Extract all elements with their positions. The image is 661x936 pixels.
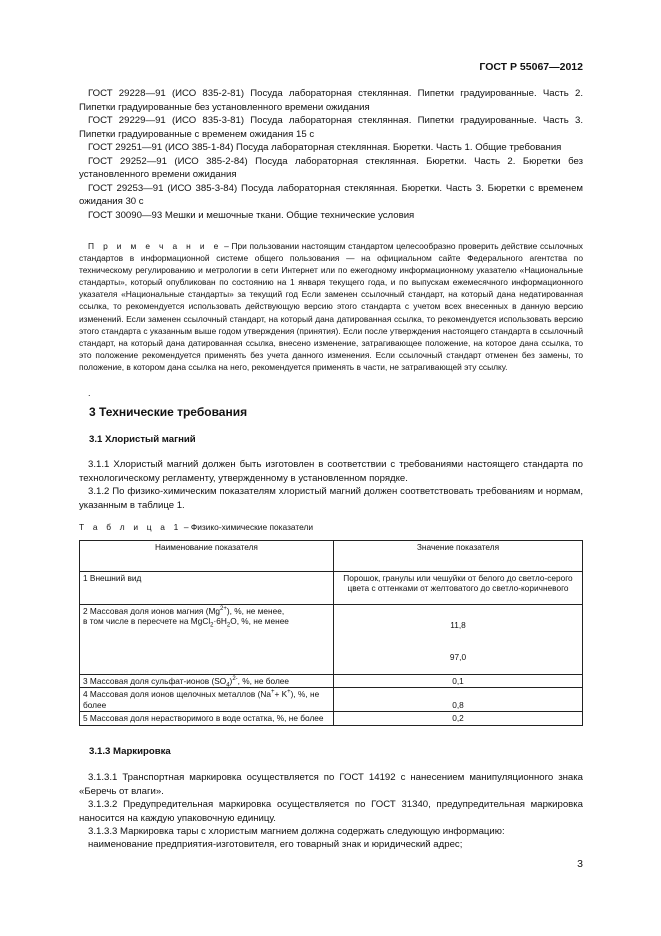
cell-value: 11,8: [450, 620, 466, 630]
paragraph-3-1-3-3-cont: [79, 838, 583, 852]
section-heading: 3 Технические требования: [89, 405, 248, 419]
table-cell: [334, 605, 583, 675]
indicators-table: [79, 540, 583, 726]
paragraph-3-1-1: [79, 458, 583, 485]
paragraph-3-1-3-1: [79, 771, 583, 798]
cell-superscript: +: [287, 689, 291, 696]
cell-text: 3 Массовая доля сульфат-ионов (SO: [83, 676, 227, 686]
table-cell: 0,8: [334, 688, 583, 712]
table-header-cell: Наименование показателя: [80, 541, 334, 572]
paragraph-text: 3.1.3.2 Предупредительная маркировка осуществляется по ГОСТ 31340, предупредительная маркировка наносится на каждую упаковочную единицу.: [79, 799, 583, 824]
reference-list: [79, 87, 583, 222]
reference-item: [79, 141, 583, 155]
cell-text: 2 Массовая доля ионов магния (Mg: [83, 606, 220, 616]
reference-text: ГОСТ 29228—91 (ИСО 835-2-81) Посуда лабораторная стеклянная. Пипетки градуированные. Часть 2. Пипетки градуированные без установленного времени ожидания: [79, 88, 583, 113]
cell-text: в том числе в пересчете на MgCl: [83, 616, 211, 627]
table-row: [80, 605, 583, 675]
cell-value: 97,0: [449, 652, 467, 663]
cell-text: 4 Массовая доля ионов щелочных металлов (Na: [83, 689, 271, 700]
cell-subscript: 4: [226, 682, 230, 689]
paragraph-3-1-3-2: [79, 798, 583, 825]
cell-text: ·6H: [213, 616, 227, 627]
reference-text: ГОСТ 29251—91 (ИСО 385-1-84) Посуда лабораторная стеклянная. Бюретки. Часть 1. Общие требования: [88, 142, 562, 153]
paragraph-text: 3.1.2 По физико-химическим показателям хлористый магний должен соответствовать требованиям и нормам, указанным в таблице 1.: [79, 486, 583, 511]
cell-superscript: +: [270, 689, 275, 696]
reference-text: ГОСТ 30090—93 Мешки и мешочные ткани. Общие технические условия: [88, 209, 415, 221]
cell-superscript: 2-: [232, 676, 238, 683]
table-caption: [79, 522, 313, 532]
paragraph-text: 3.1.3.3 Маркировка тары с хлористым магнием должна содержать следующую информацию:: [88, 826, 505, 837]
stray-dot: .: [88, 388, 91, 398]
reference-item: [79, 87, 583, 114]
reference-text: ГОСТ 29252—91 (ИСО 385-2-84) Посуда лабораторная стеклянная. Бюретки. Часть 2. Бюретки без установленного времени ожидания: [79, 155, 583, 180]
reference-item: [79, 155, 583, 182]
reference-item: [79, 114, 583, 141]
subsection-heading: 3.1.3 Маркировка: [89, 746, 171, 757]
reference-item: [79, 209, 583, 223]
paragraph-text: 3.1.1 Хлористый магний должен быть изготовлен в соответствии с требованиями настоящего стандарта по технологическому регламенту, утвержденному в установленном порядке.: [79, 459, 583, 484]
table-cell: Порошок, гранулы или чешуйки от белого до светло-серого цвета с оттенками от желтоватого до светло-коричневого: [334, 572, 583, 605]
table-header-row: [80, 541, 583, 572]
table-row: [80, 572, 583, 605]
reference-item: [79, 182, 583, 209]
reference-text: ГОСТ 29253—91 (ИСО 385-3-84) Посуда лабораторная стеклянная. Бюретки. Часть 3. Бюретки с временем ожидания 30 с: [79, 182, 583, 207]
table-caption-label: Т а б л и ц а 1: [79, 522, 182, 532]
paragraph-3-1-3-3: [79, 825, 583, 839]
document-header: ГОСТ Р 55067—2012: [479, 61, 583, 73]
table-cell: 0,2: [334, 712, 583, 725]
table-cell: [80, 605, 334, 675]
paragraph-text: 3.1.3.1 Транспортная маркировка осуществляется по ГОСТ 14192 с нанесением манипуляционного знака «Беречь от влаги».: [79, 772, 583, 797]
table-caption-text: – Физико-химические показатели: [181, 522, 314, 532]
subsection-heading: 3.1 Хлористый магний: [89, 434, 196, 445]
table-cell: 0,1: [334, 675, 583, 688]
table-header-cell: Значение показателя: [334, 541, 583, 572]
cell-text: + K: [274, 689, 288, 700]
cell-text: , %, не более: [237, 676, 290, 686]
cell-text: ), %, не более: [83, 689, 320, 710]
cell-text: O, %, не менее: [230, 616, 289, 627]
note-paragraph: [79, 240, 583, 373]
cell-text: ): [229, 676, 233, 686]
note-text: – При пользовании настоящим стандартом целесообразно проверить действие ссылочных стандартов в информационной системе общего пользования — на официальном сайте Федерального агентства по техническому регулированию и метрологии в сети Интернет или по ежегодному информационному указателю «Национальные стандарты», который опубликован по состоянию на 1 января текущего года, и по выпускам ежемесячного информационного указателя «Национальные стандарты» за текущий год Если заменен ссылочный стандарт, на который дана недатированная ссылка, то рекомендуется использовать действующую версию этого стандарта с учетом всех внесенных в данную версию изменений. Если заменен ссылочный стандарт, на который дана датированная ссылка, то рекомендуется использовать версию этого стандарта с указанным выше годом утверждения (принятия). Если после утверждения настоящего стандарта в ссылочный стандарт, на который дана датированная ссылка, внесено изменение, затрагивающее положение, на которое дана ссылка, то это положение рекомендуется применять без учета данного изменения. Если ссылочный стандарт отменен без замены, то положение, в котором дана ссылка на него, рекомендуется применять в части, не затрагивающей эту ссылку.: [79, 241, 583, 372]
table-cell: [80, 675, 334, 688]
table-row: [80, 688, 583, 712]
reference-text: ГОСТ 29229—91 (ИСО 835-3-81) Посуда лабораторная стеклянная. Пипетки градуированные. Часть 3. Пипетки градуированные с временем ожидания 15 с: [79, 115, 583, 140]
cell-subscript: 2: [210, 623, 214, 630]
table-cell: 5 Массовая доля нерастворимого в воде остатка, %, не более: [80, 712, 334, 725]
note-label: П р и м е ч а н и е: [88, 241, 222, 251]
table-row: [80, 712, 583, 725]
paragraph-text: наименование предприятия-изготовителя, его товарный знак и юридический адрес;: [88, 839, 463, 850]
cell-subscript: 2: [226, 623, 231, 630]
cell-text: ), %, не менее,: [226, 606, 285, 616]
cell-superscript: 2+: [220, 606, 227, 613]
table-cell: [80, 688, 334, 712]
table-cell: 1 Внешний вид: [80, 572, 334, 605]
page-number: 3: [577, 858, 583, 870]
paragraph-3-1-2: [79, 485, 583, 512]
table-row: [80, 675, 583, 688]
